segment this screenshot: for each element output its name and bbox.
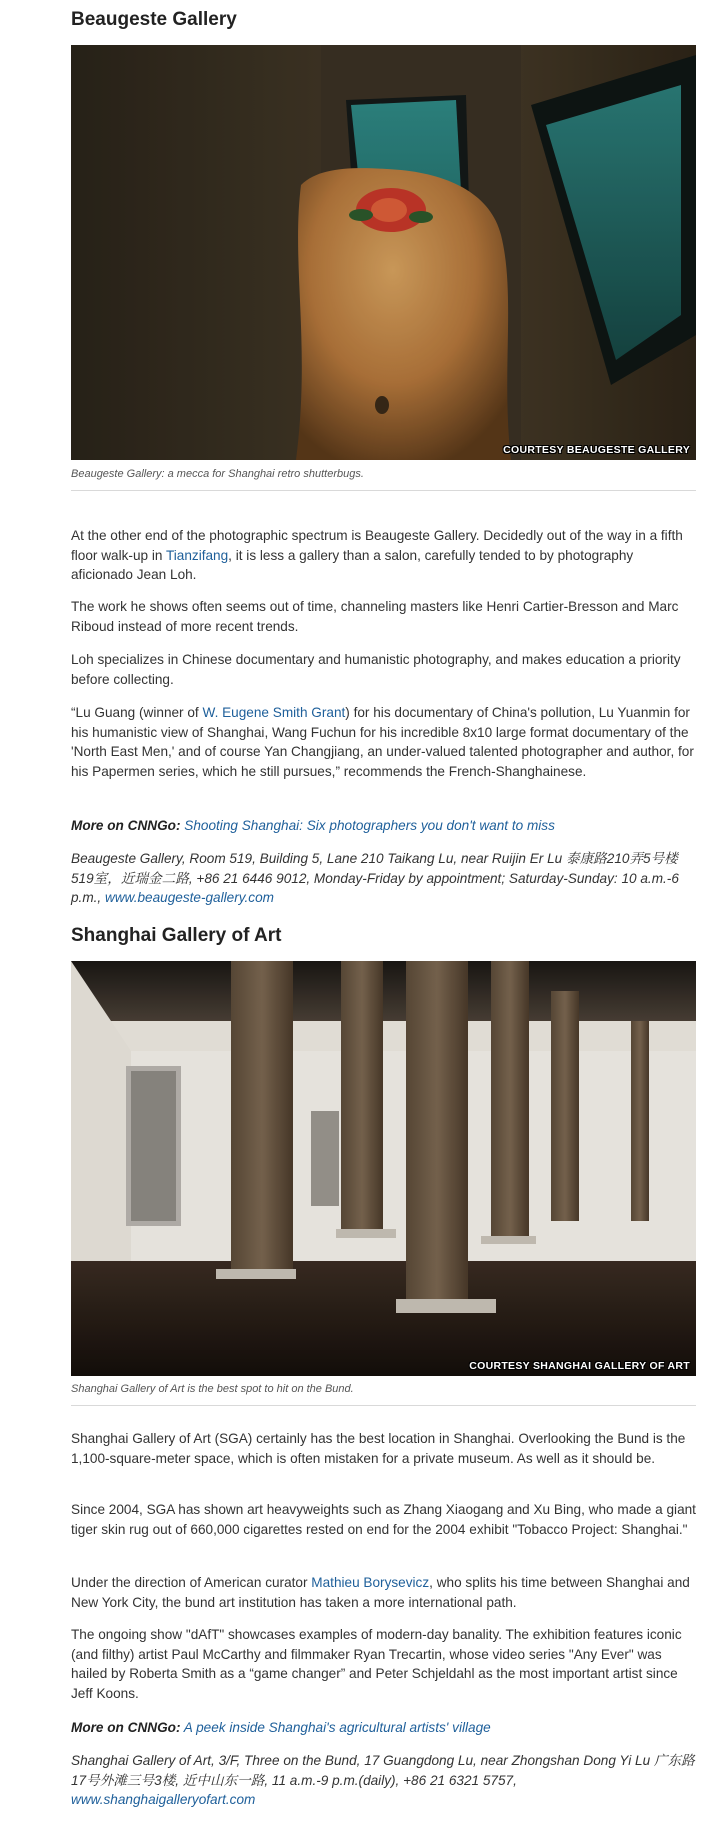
- paragraph-text: ) for his documentary of China's pollution, Lu Yuanmin for his humanistic view of Shanghai, Wang Fuchun for his incredible 8x10 large format documentary of the 'North East Men,' and of course Yan Changjiang, an under-valued talented photographer and author, for his Papermen series, which he still pursues,” recommends the French-Shanghainese.: [71, 705, 694, 779]
- more-link[interactable]: A peek inside Shanghai's agricultural artists' village: [183, 1720, 491, 1735]
- photo-caption: Beaugeste Gallery: a mecca for Shanghai retro shutterbugs.: [71, 468, 364, 480]
- more-on-cnngo: [71, 816, 696, 836]
- address: [71, 1751, 696, 1810]
- divider: [71, 490, 696, 491]
- paragraph: [71, 1573, 696, 1612]
- paragraph-text: Under the direction of American curator: [71, 1575, 312, 1590]
- paragraph: The work he shows often seems out of time, channeling masters like Henri Cartier-Bresson and Marc Riboud instead of more recent trends.: [71, 599, 679, 634]
- paragraph: [71, 526, 696, 585]
- website-link[interactable]: www.beaugeste-gallery.com: [105, 890, 274, 905]
- website-link[interactable]: www.shanghaigalleryofart.com: [71, 1792, 256, 1807]
- more-label: More on CNNGo:: [71, 818, 181, 833]
- paragraph-text: At the other end of the photographic spectrum is Beaugeste Gallery. Decidedly out of the way in a fifth floor walk-up in: [71, 528, 683, 563]
- more-label: More on CNNGo:: [71, 1720, 181, 1735]
- photo-credit: COURTESY SHANGHAI GALLERY OF ART: [469, 1360, 690, 1372]
- paragraph: The ongoing show "dAfT" showcases examples of modern-day banality. The exhibition features iconic (and filthy) artist Paul McCarthy and filmmaker Ryan Trecartin, whose video series "Any Ever" was hailed by Roberta Smith as a “game changer” and Peter Schjeldahl as the most important artist since Jeff Koons.: [71, 1627, 682, 1701]
- beaugeste-photo: [71, 45, 696, 460]
- photo-credit: COURTESY BEAUGESTE GALLERY: [503, 444, 690, 456]
- sga-photo: [71, 961, 696, 1376]
- mathieu-borysevicz-link[interactable]: Mathieu Borysevicz: [311, 1575, 430, 1590]
- tianzifang-link[interactable]: Tianzifang: [165, 547, 229, 563]
- more-link[interactable]: Shooting Shanghai: Six photographers you don't want to miss: [184, 818, 555, 833]
- section-title-sga: Shanghai Gallery of Art: [71, 925, 282, 946]
- paragraph: Since 2004, SGA has shown art heavyweights such as Zhang Xiaogang and Xu Bing, who made a giant tiger skin rug out of 660,000 cigarettes rested on end for the 2004 exhibit "Tobacco Project: Shanghai.": [71, 1502, 696, 1537]
- sga-photo-image: [71, 961, 696, 1376]
- divider: [71, 1405, 696, 1406]
- paragraph: Shanghai Gallery of Art (SGA) certainly has the best location in Shanghai. Overlooking the Bund is the 1,100-square-meter space, which is often mistaken for a private museum. As well as it should be.: [71, 1431, 686, 1466]
- paragraph: Loh specializes in Chinese documentary and humanistic photography, and makes education a priority before collecting.: [71, 652, 681, 687]
- beaugeste-photo-image: [71, 45, 696, 460]
- paragraph-text: , who splits his time between Shanghai and New York City, the bund art institution has taken a more international path.: [71, 1575, 690, 1610]
- eugene-smith-grant-link[interactable]: W. Eugene Smith Grant: [202, 705, 346, 720]
- paragraph: [71, 703, 696, 781]
- section-title-beaugeste: Beaugeste Gallery: [71, 9, 237, 30]
- address-text: Shanghai Gallery of Art, 3/F, Three on the Bund, 17 Guangdong Lu, near Zhongshan Dong Yi Lu 广东路17号外滩三号3楼, 近中山东一路, 11 a.m.-9 p.m.(daily), +86 21 6321 5757,: [71, 1753, 695, 1788]
- address: [71, 849, 696, 908]
- paragraph-text: , it is less a gallery than a salon, carefully tended to by photography aficionado Jean Loh.: [71, 547, 634, 582]
- photo-caption: Shanghai Gallery of Art is the best spot to hit on the Bund.: [71, 1383, 354, 1395]
- paragraph-text: “Lu Guang (winner of: [71, 705, 203, 720]
- address-text: Beaugeste Gallery, Room 519, Building 5, Lane 210 Taikang Lu, near Ruijin Er Lu 泰康路210弄5号楼519室，近瑞金二路, +86 21 6446 9012, Monday-Friday by appointment; Saturday-Sunday: 10 a.m.-6 p.m.,: [71, 851, 679, 905]
- more-on-cnngo: [71, 1718, 696, 1738]
